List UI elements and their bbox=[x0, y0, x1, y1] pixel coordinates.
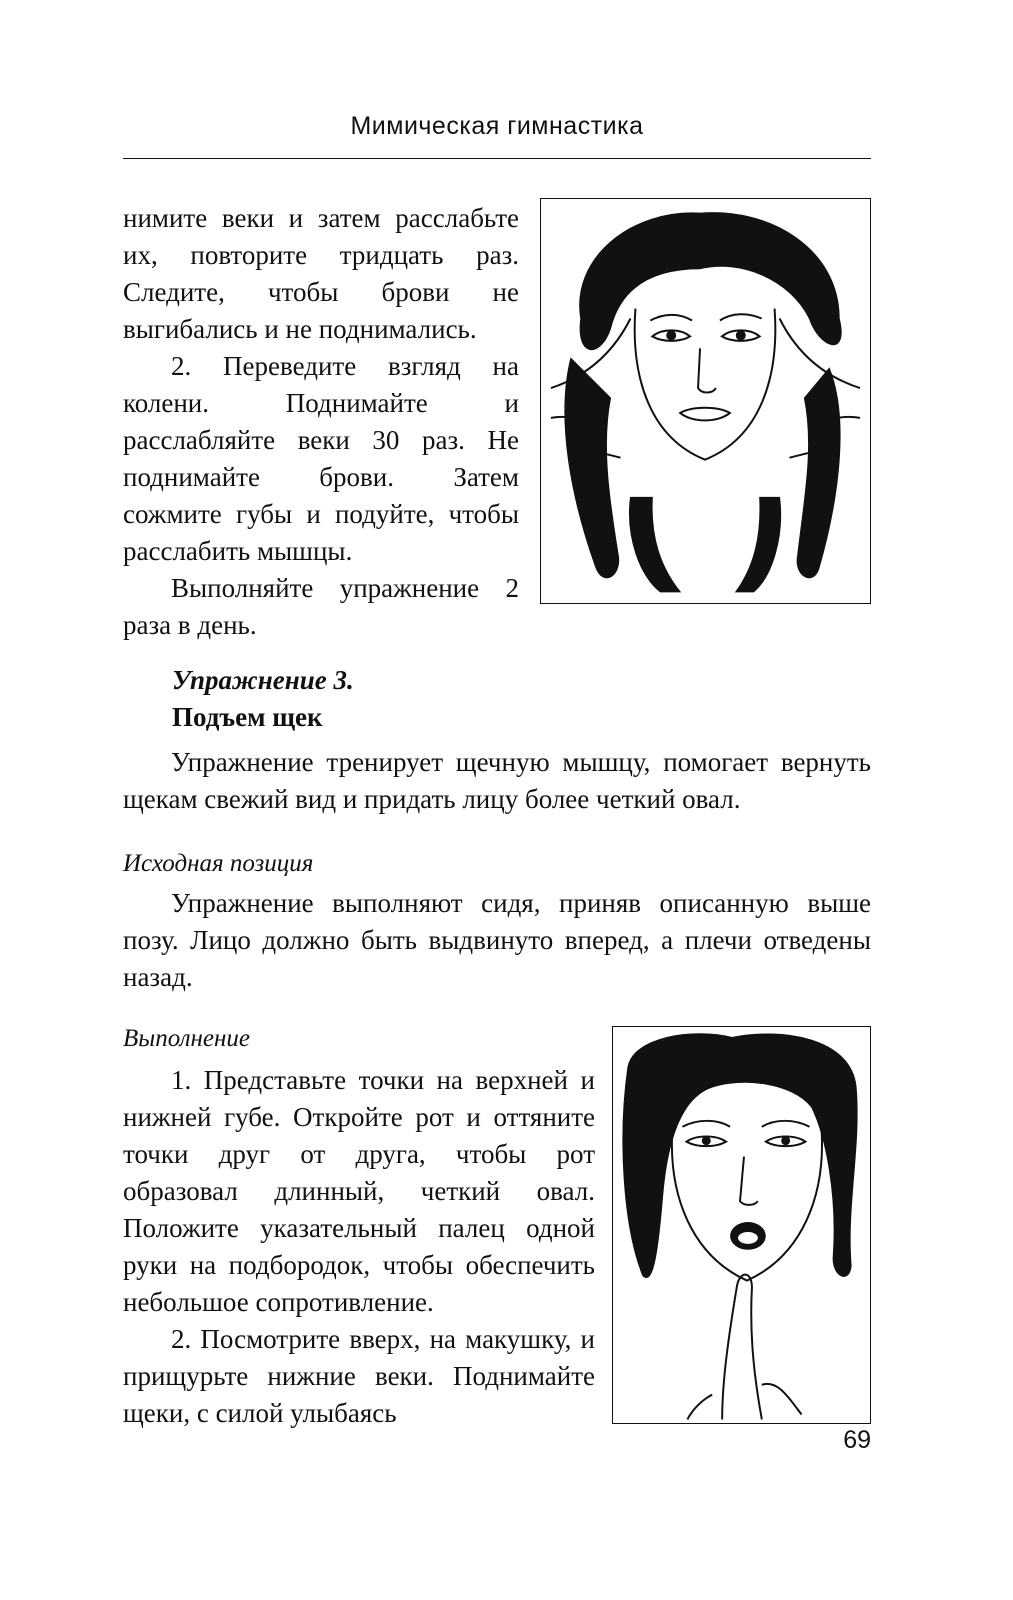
execution-step-2: 2. Посмотрите вверх, на макушку, и прищурьте нижние веки. Поднимайте щеки, с силой улыбаясь bbox=[123, 1324, 595, 1428]
execution-text-block bbox=[123, 1062, 595, 1432]
running-header: Мимическая гимнастика bbox=[350, 112, 644, 140]
exercise-title: Подъем щек bbox=[172, 702, 323, 732]
woman-temples-drawing bbox=[541, 199, 870, 603]
exercise-number: Упражнение 3. bbox=[172, 665, 354, 695]
start-position-block bbox=[123, 885, 871, 996]
woman-chin-drawing bbox=[613, 1027, 870, 1423]
illustration-woman-finger-chin bbox=[612, 1026, 871, 1424]
intro-paragraph-2: 2. Переведите взгляд на колени. Поднимайте и расслабляйте веки 30 раз. Не поднимайте брови. Затем сожмите губы и подуйте, чтобы расслабить мышцы. bbox=[123, 351, 519, 566]
intro-text-block bbox=[123, 200, 519, 644]
intro-paragraph-1: нимите веки и затем расслабьте их, повторите тридцать раз. Следите, чтобы брови не выгибались и не поднимались. bbox=[123, 203, 519, 344]
exercise-heading bbox=[172, 662, 354, 736]
start-position-text: Упражнение выполняют сидя, приняв описанную выше позу. Лицо должно быть выдвинуто вперед, а плечи отведены назад. bbox=[123, 888, 871, 992]
illustration-woman-fingers-temples bbox=[540, 198, 871, 604]
exercise-description-block bbox=[123, 744, 871, 818]
execution-step-1: 1. Представьте точки на верхней и нижней губе. Откройте рот и оттяните точки друг от друга, чтобы рот образовал длинный, четкий овал. Положите указательный палец одной руки на подбородок, чтобы обеспечить небольшое сопротивление. bbox=[123, 1065, 595, 1317]
page-number: 69 bbox=[843, 1426, 871, 1454]
intro-paragraph-3: Выполняйте упражнение 2 раза в день. bbox=[123, 573, 519, 640]
header-rule bbox=[123, 158, 871, 159]
execution-label: Выполнение bbox=[123, 1025, 250, 1052]
exercise-description: Упражнение тренирует щечную мышцу, помогает вернуть щекам свежий вид и придать лицу более четкий овал. bbox=[123, 747, 871, 814]
start-position-label: Исходная позиция bbox=[123, 850, 314, 877]
